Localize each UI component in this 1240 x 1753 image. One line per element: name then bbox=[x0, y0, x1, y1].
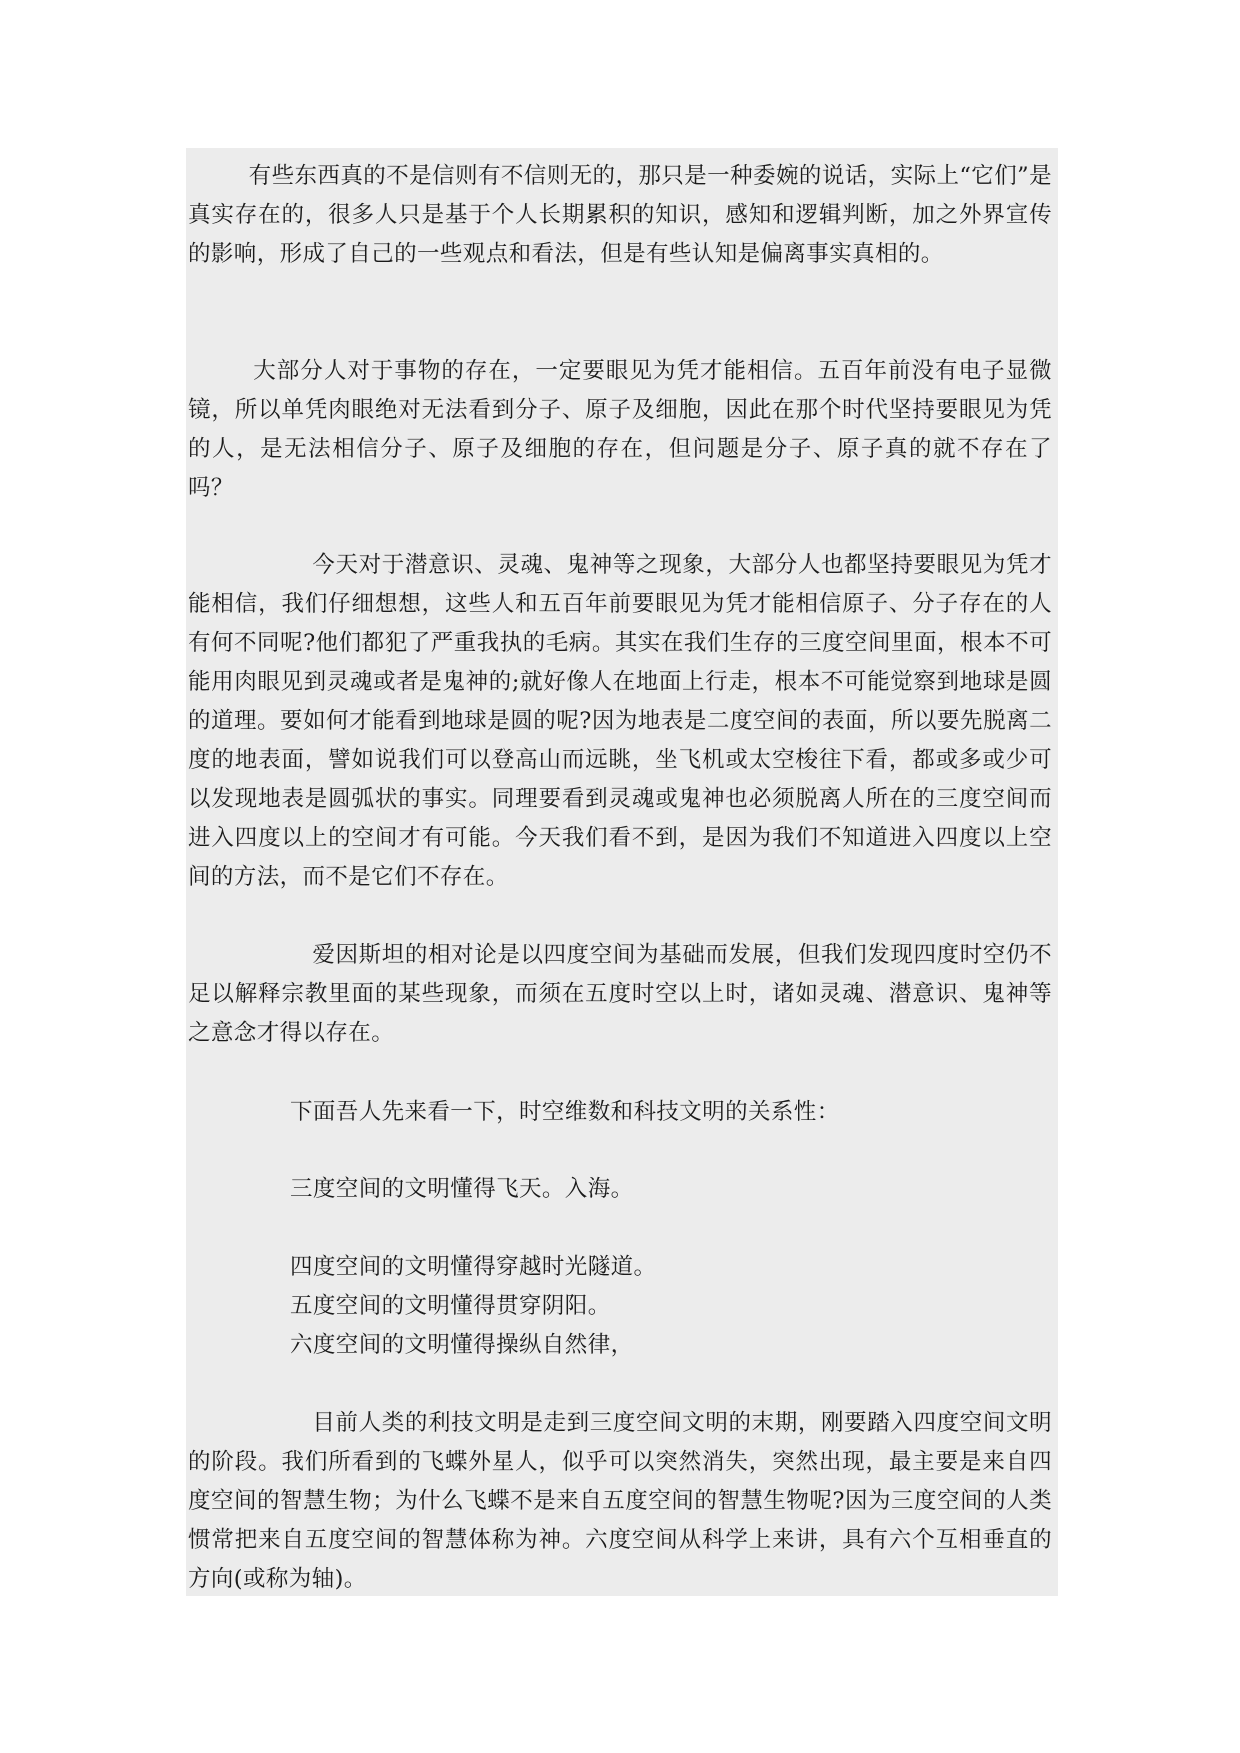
paragraph-technology-civilization: 目前人类的利技文明是走到三度空间文明的末期，刚要踏入四度空间文明的阶段。我们所看到的飞蝶外星人，似乎可以突然消失，突然出现，最主要是来自四度空间的智慧生物；为什么飞蝶不是来自五度空间的智慧生物呢?因为三度空间的人类惯常把来自五度空间的智慧体称为神。六度空间从科学上来讲，具有六个互相垂直的方向(或称为轴)。 bbox=[188, 1410, 1052, 1592]
paragraph-seeing-is-believing: 大部分人对于事物的存在，一定要眼见为凭才能相信。五百年前没有电子显微镜，所以单凭肉眼绝对无法看到分子、原子及细胞，因此在那个时代坚持要眼见为凭的人，是无法相信分子、原子及细胞的存在，但问题是分子、原子真的就不存在了吗？ bbox=[188, 358, 1052, 501]
list-item-fourth-dimension: 四度空间的文明懂得穿越时光隧道。 bbox=[290, 1254, 657, 1280]
list-item-fifth-dimension: 五度空间的文明懂得贯穿阴阳。 bbox=[290, 1293, 611, 1319]
list-item-sixth-dimension: 六度空间的文明懂得操纵自然律， bbox=[290, 1332, 634, 1358]
list-intro: 下面吾人先来看一下，时空维数和科技文明的关系性： bbox=[290, 1099, 840, 1125]
paragraph-spirits-and-dimensions: 今天对于潜意识、灵魂、鬼神等之现象，大部分人也都坚持要眼见为凭才能相信，我们仔细想想，这些人和五百年前要眼见为凭才能相信原子、分子存在的人有何不同呢?他们都犯了严重我执的毛病。其实在我们生存的三度空间里面，根本不可能用肉眼见到灵魂或者是鬼神的;就好像人在地面上行走，根本不可能觉察到地球是圆的道理。要如何才能看到地球是圆的呢?因为地表是二度空间的表面，所以要先脱离二度的地表面，譬如说我们可以登高山而远眺，坐飞机或太空梭往下看，都或多或少可以发现地表是圆弧状的事实。同理要看到灵魂或鬼神也必须脱离人所在的三度空间而进入四度以上的空间才有可能。今天我们看不到，是因为我们不知道进入四度以上空间的方法，而不是它们不存在。 bbox=[188, 552, 1052, 890]
paragraph-relativity: 爱因斯坦的相对论是以四度空间为基础而发展，但我们发现四度时空仍不足以解释宗教里面的某些现象，而须在五度时空以上时，诸如灵魂、潜意识、鬼神等之意念才得以存在。 bbox=[188, 942, 1052, 1046]
paragraph-belief-and-existence: 有些东西真的不是信则有不信则无的，那只是一种委婉的说话，实际上“它们”是真实存在的，很多人只是基于个人长期累积的知识，感知和逻辑判断，加之外界宣传的影响，形成了自己的一些观点和看法，但是有些认知是偏离事实真相的。 bbox=[188, 163, 1052, 267]
list-item-third-dimension: 三度空间的文明懂得飞天。入海。 bbox=[290, 1176, 634, 1202]
